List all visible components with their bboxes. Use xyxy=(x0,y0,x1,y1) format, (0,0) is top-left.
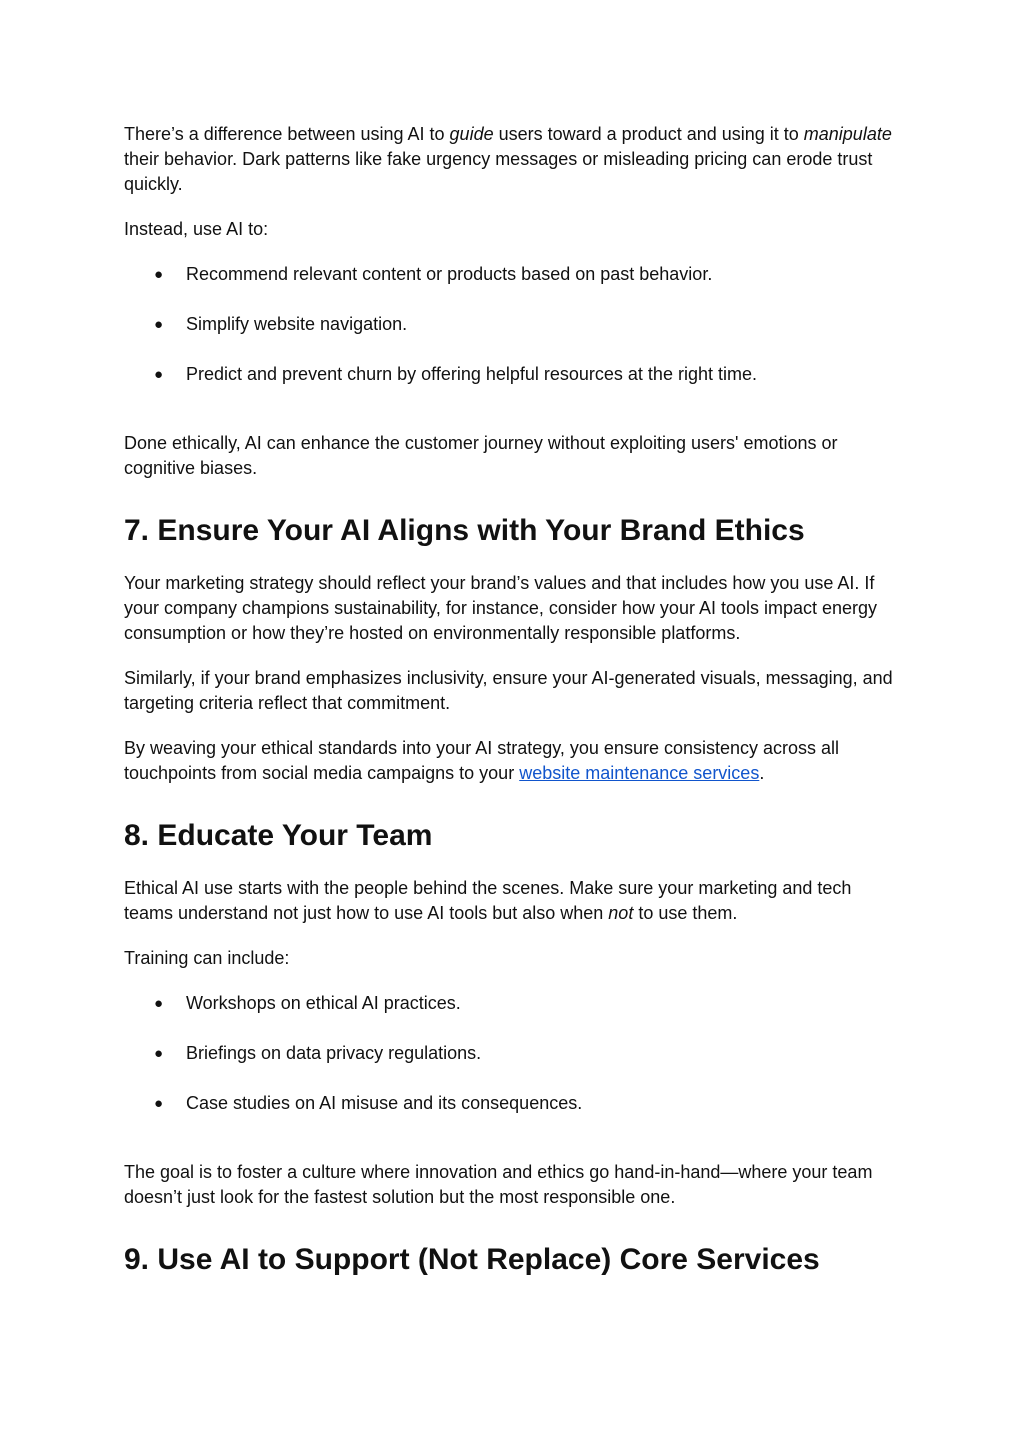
list-item xyxy=(124,362,904,387)
document-page xyxy=(124,122,904,1300)
text-run: users toward a product and using it to xyxy=(493,124,804,144)
list-item-text: Recommend relevant content or products based on past behavior. xyxy=(186,264,713,284)
emphasis-not: not xyxy=(608,903,634,923)
list-item xyxy=(124,312,904,337)
text-run: There’s a difference between using AI to xyxy=(124,124,450,144)
text-run: . xyxy=(759,763,765,783)
bullet-icon: ● xyxy=(154,1045,164,1062)
section-8-bullet-list xyxy=(124,991,904,1116)
list-item-text: Briefings on data privacy regulations. xyxy=(186,1043,482,1063)
website-maintenance-services-link[interactable]: website maintenance services xyxy=(519,763,760,783)
list-item-text: Simplify website navigation. xyxy=(186,314,408,334)
section-8-paragraph-1 xyxy=(124,876,904,926)
list-item-text: Case studies on AI misuse and its consequences. xyxy=(186,1093,583,1113)
text-run: their behavior. Dark patterns like fake urgency messages or misleading pricing can erode trust quickly. xyxy=(124,149,873,194)
list-item xyxy=(124,991,904,1016)
text-run: By weaving your ethical standards into your AI strategy, you ensure consistency across all touchpoints from social media campaigns to your xyxy=(124,738,840,783)
text-run: to use them. xyxy=(633,903,738,923)
text-run: Ethical AI use starts with the people behind the scenes. Make sure your marketing and tech teams understand not just how to use AI tools but also when xyxy=(124,878,852,923)
list-item xyxy=(124,262,904,287)
section-8-heading: 8. Educate Your Team xyxy=(124,819,433,852)
bullet-icon: ● xyxy=(154,995,164,1012)
list-item xyxy=(124,1091,904,1116)
intro-bullet-list xyxy=(124,262,904,387)
emphasis-guide: guide xyxy=(449,124,494,144)
section-7-paragraph-3 xyxy=(124,736,904,786)
bullet-icon: ● xyxy=(154,366,164,383)
list-item-text: Workshops on ethical AI practices. xyxy=(186,993,461,1013)
intro-paragraph-2: Instead, use AI to: xyxy=(124,219,269,239)
section-7-paragraph-1: Your marketing strategy should reflect your brand’s values and that includes how you use AI. If your company champions sustainability, for instance, consider how your AI tools impact energy consumption or how they’re hosted on environmentally responsible platforms. xyxy=(124,573,878,643)
section-9-heading: 9. Use AI to Support (Not Replace) Core Services xyxy=(124,1243,820,1276)
section-7-heading: 7. Ensure Your AI Aligns with Your Brand Ethics xyxy=(124,514,805,547)
section-8-paragraph-2: Training can include: xyxy=(124,948,290,968)
list-item-text: Predict and prevent churn by offering helpful resources at the right time. xyxy=(186,364,757,384)
intro-paragraph-1 xyxy=(124,122,904,197)
bullet-icon: ● xyxy=(154,316,164,333)
list-item xyxy=(124,1041,904,1066)
intro-paragraph-3: Done ethically, AI can enhance the customer journey without exploiting users' emotions or cognitive biases. xyxy=(124,433,838,478)
bullet-icon: ● xyxy=(154,1095,164,1112)
section-7-paragraph-2: Similarly, if your brand emphasizes inclusivity, ensure your AI-generated visuals, messaging, and targeting criteria reflect that commitment. xyxy=(124,668,893,713)
bullet-icon: ● xyxy=(154,266,164,283)
emphasis-manipulate: manipulate xyxy=(803,124,892,144)
section-8-paragraph-3: The goal is to foster a culture where innovation and ethics go hand-in-hand—where your team doesn’t just look for the fastest solution but the most responsible one. xyxy=(124,1162,873,1207)
